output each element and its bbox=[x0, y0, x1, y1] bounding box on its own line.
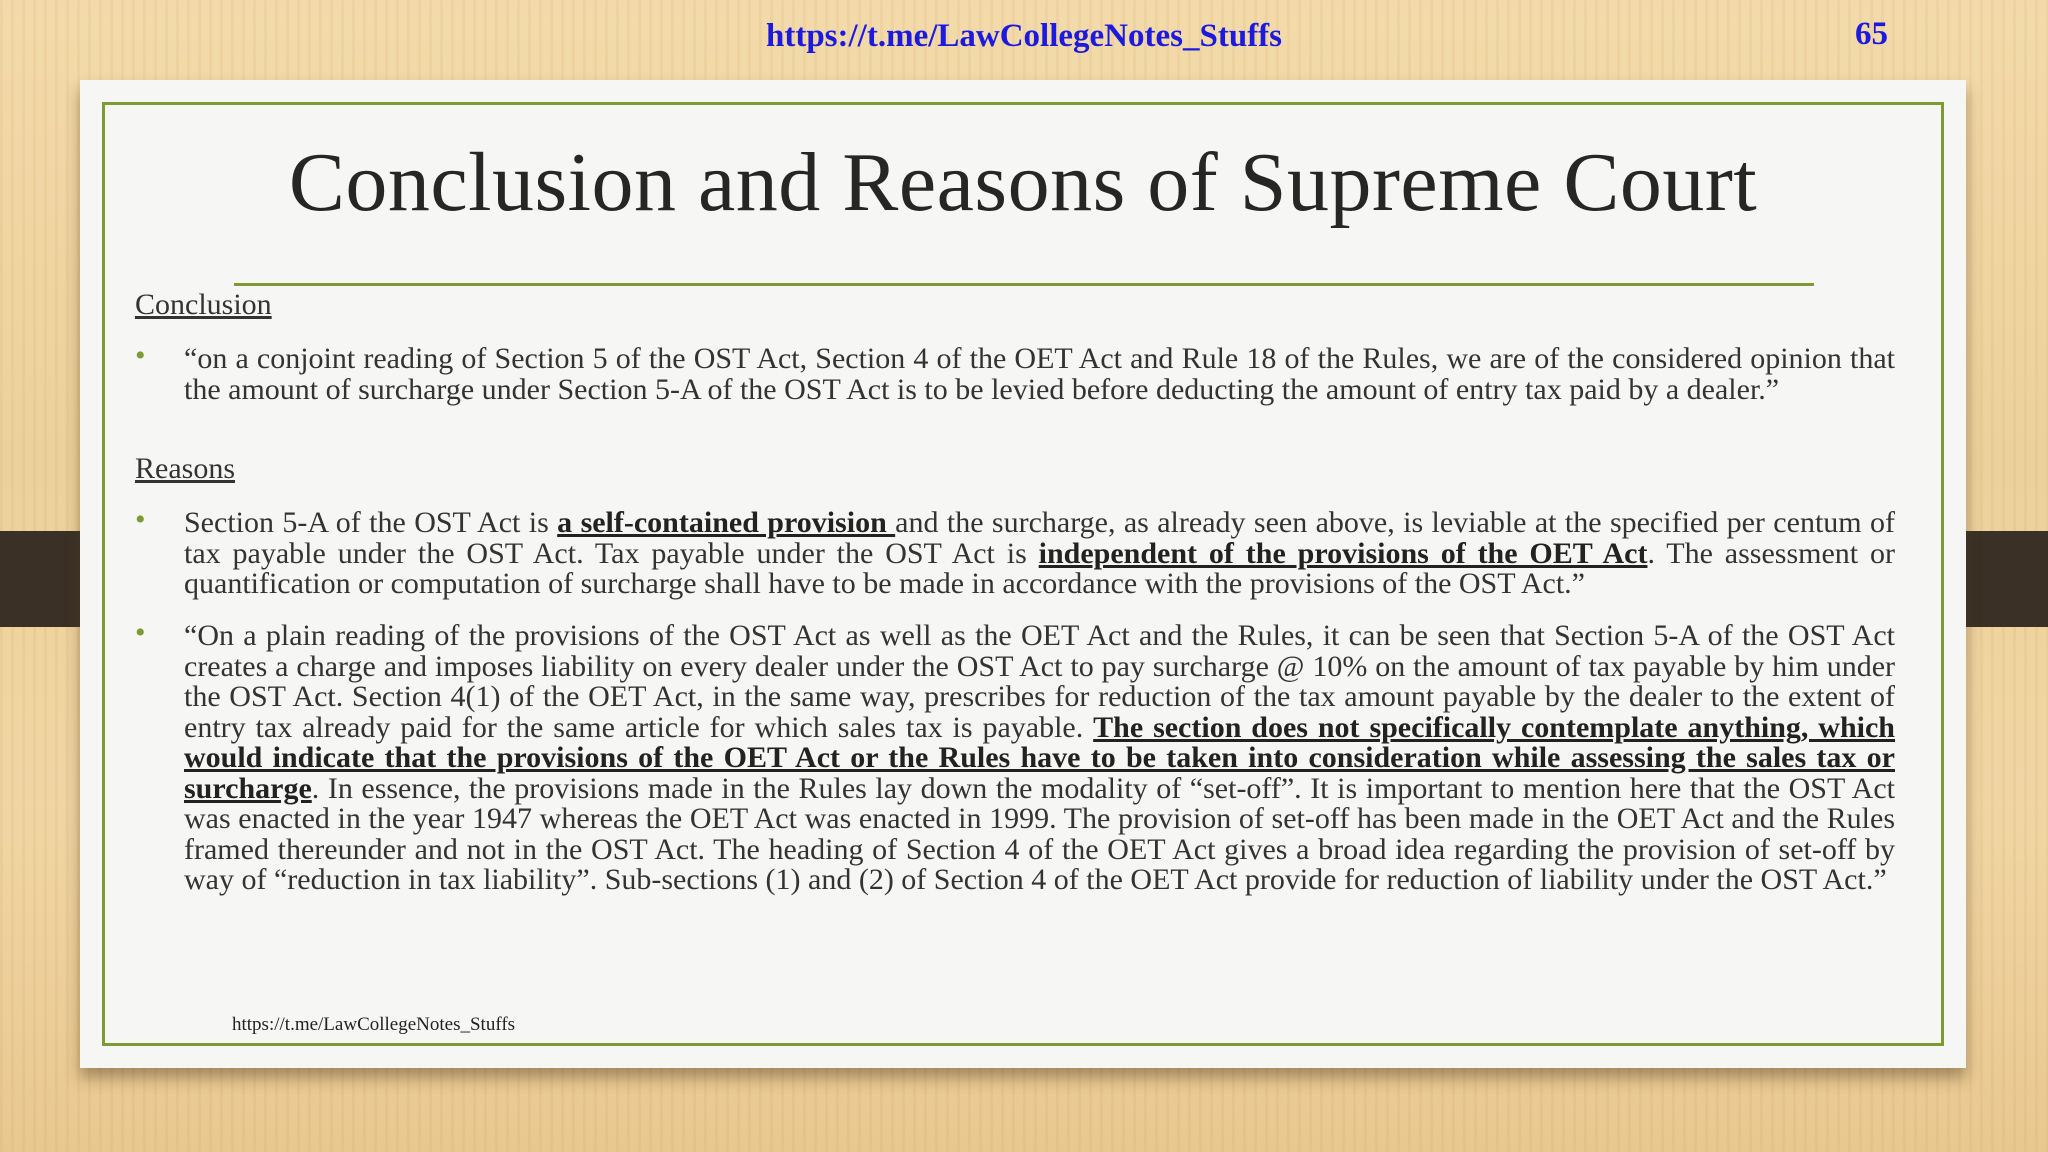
reason-1-text: . The assessment or quantification or computation of surcharge shall have to be made in accordance with the provisions of the OST Act.” bbox=[184, 536, 1895, 600]
title-underline bbox=[234, 283, 1814, 286]
header-link[interactable]: https://t.me/LawCollegeNotes_Stuffs bbox=[765, 18, 1283, 54]
reason-1 bbox=[184, 508, 1895, 600]
reason-2 bbox=[184, 621, 1895, 896]
bullet-icon: • bbox=[135, 616, 146, 649]
conclusion-heading: Conclusion bbox=[135, 288, 272, 321]
reasons-heading: Reasons bbox=[135, 452, 235, 485]
bullet-icon: • bbox=[135, 339, 146, 372]
reason-2-text: . In essence, the provisions made in the Rules lay down the modality of “set-off”. It is important to mention here that the OST Act was enacted in the year 1947 whereas the OET Act was enacted in 1999. The provision of set-off has been made in the OET Act and the Rules framed thereunder and not in the OST Act. The heading of Section 4 of the OET Act gives a broad idea regarding the provision of set-off by way of “reduction in tax liability”. Sub-sections (1) and (2) of Section 4 of the OET Act provide for reduction of liability under the OST Act.” bbox=[184, 771, 1895, 896]
page-number: 65 bbox=[1855, 16, 1888, 52]
footer-link[interactable]: https://t.me/LawCollegeNotes_Stuffs bbox=[232, 1014, 516, 1035]
reason-1-text: Section 5-A of the OST Act is bbox=[184, 506, 558, 539]
reason-2-emphasis: The section does not specifically contemplate anything, which would indicate that the provisions of the OET Act or the Rules have to be taken into consideration while assessing the sales tax or surcharge bbox=[184, 710, 1895, 805]
reason-1-emphasis-1: a self-contained provision bbox=[557, 506, 896, 539]
reason-2-text: “On a plain reading of the provisions of the OST Act as well as the OET Act and the Rules, it can be seen that Section 5-A of the OST Act creates a charge and imposes liability on every dealer under the OST Act to pay surcharge @ 10% on the amount of tax payable by him under the OST Act. Section 4(1) of the OET Act, in the same way, prescribes for reduction of the tax amount payable by the dealer to the extent of entry tax already paid for the same article for which sales tax is payable. bbox=[184, 619, 1895, 744]
reason-1-text: and the surcharge, as already seen above, is leviable at the specified per centum of tax payable under the OST Act. Tax payable under the OST Act is bbox=[184, 506, 1895, 570]
slide-title: Conclusion and Reasons of Supreme Court bbox=[288, 136, 1758, 229]
conclusion-text: “on a conjoint reading of Section 5 of the OST Act, Section 4 of the OET Act and Rule 18 of the Rules, we are of the considered opinion that the amount of surcharge under Section 5-A of the OST Act is to be levied before deducting the amount of entry tax paid by a dealer.” bbox=[184, 342, 1895, 406]
reason-1-emphasis-2: independent of the provisions of the OET Act bbox=[1038, 536, 1648, 570]
slide bbox=[80, 80, 1966, 1068]
bullet-icon: • bbox=[135, 503, 146, 536]
